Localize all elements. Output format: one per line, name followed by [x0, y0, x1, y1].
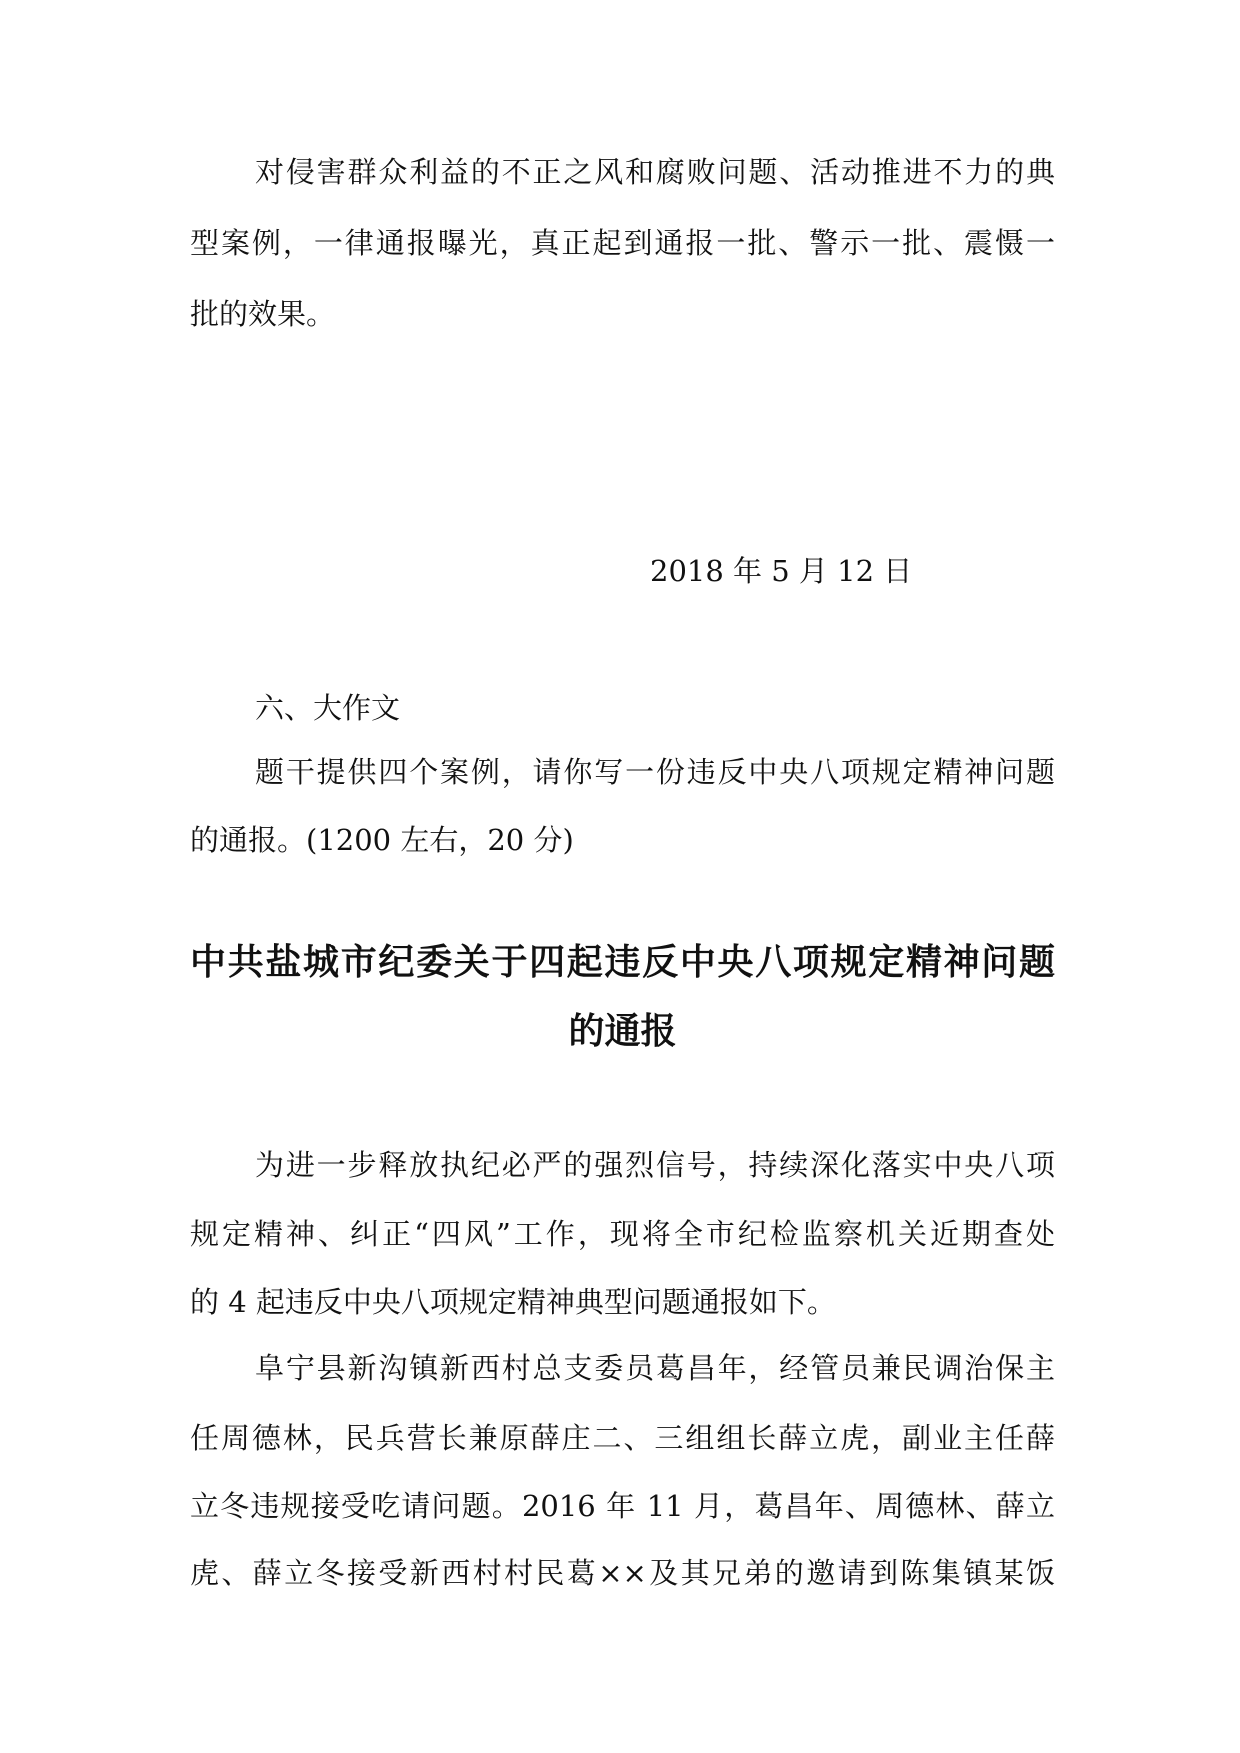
- case-line-3: 立冬违规接受吃请问题。2016 年 11 月，葛昌年、周德林、薛立: [190, 1489, 1055, 1523]
- paragraph-1-line-3: 批的效果。: [190, 297, 336, 331]
- case-line-2: 任周德林，民兵营长兼原薛庄二、三组组长薛立虎，副业主任薛: [190, 1421, 1055, 1455]
- intro-line-2: 规定精神、纠正“四风”工作，现将全市纪检监察机关近期查处: [190, 1217, 1055, 1251]
- question-line-1: 题干提供四个案例，请你写一份违反中央八项规定精神问题: [255, 755, 1055, 789]
- notice-title-line-2: 的通报: [568, 1011, 677, 1052]
- notice-title-line-1: 中共盐城市纪委关于四起违反中央八项规定精神问题: [190, 942, 1055, 983]
- section-heading: 六、大作文: [255, 691, 401, 725]
- paragraph-1-line-2: 型案例，一律通报曝光，真正起到通报一批、警示一批、震慑一: [190, 226, 1055, 260]
- intro-line-3: 的 4 起违反中央八项规定精神典型问题通报如下。: [190, 1285, 836, 1319]
- case-line-4: 虎、薛立冬接受新西村村民葛××及其兄弟的邀请到陈集镇某饭: [190, 1556, 1055, 1590]
- case-line-1: 阜宁县新沟镇新西村总支委员葛昌年，经管员兼民调治保主: [255, 1351, 1055, 1385]
- question-line-2: 的通报。(1200 左右，20 分): [190, 823, 574, 857]
- intro-line-1: 为进一步释放执纪必严的强烈信号，持续深化落实中央八项: [255, 1148, 1055, 1182]
- paragraph-1-line-1: 对侵害群众利益的不正之风和腐败问题、活动推进不力的典: [255, 155, 1055, 189]
- document-date: 2018 年 5 月 12 日: [650, 554, 913, 588]
